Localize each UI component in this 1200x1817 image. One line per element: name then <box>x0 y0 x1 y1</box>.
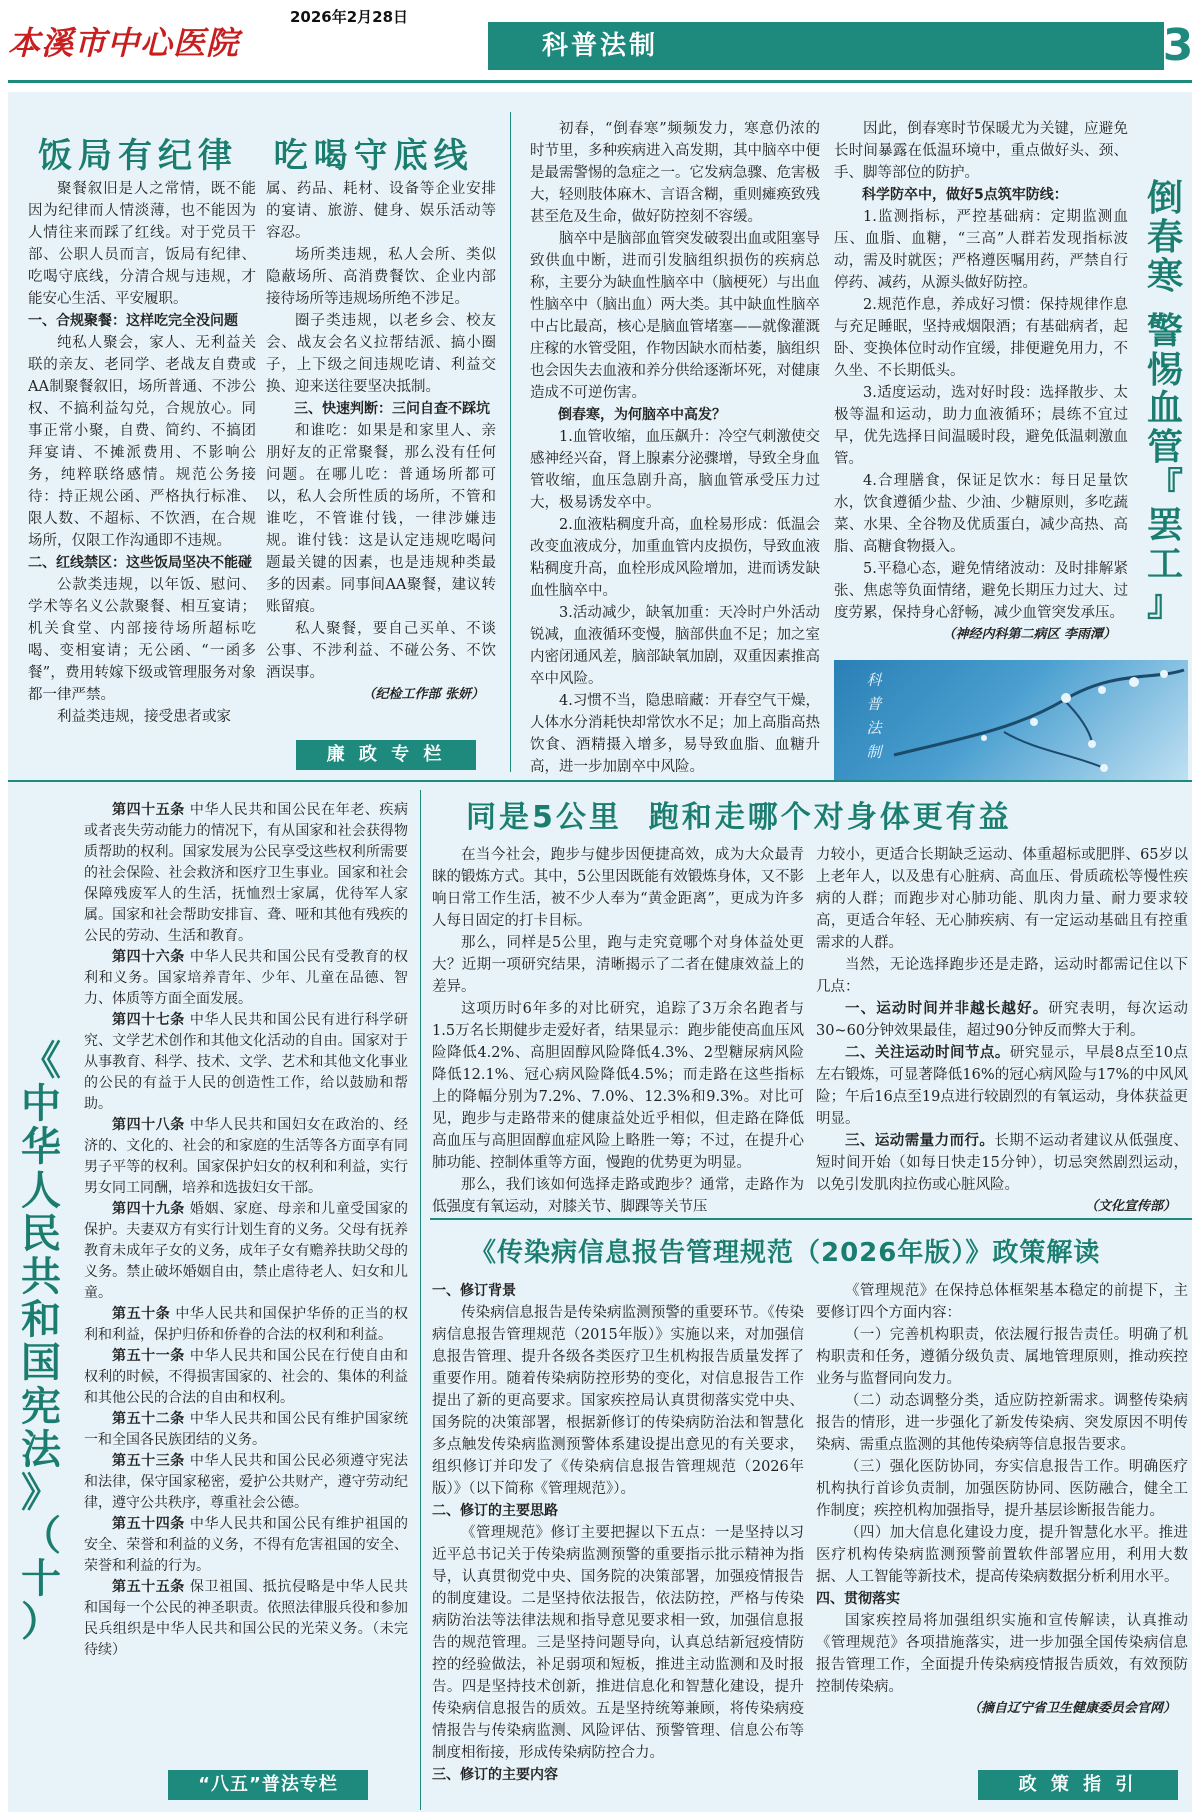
title-character: 中 <box>21 1081 61 1128</box>
article4-title: 同是5公里 跑和走哪个对身体更有益 <box>466 800 1012 835</box>
paragraph: 传染病信息报告是传染病监测预警的重要环节。《传染病信息报告管理规范（2015年版）》实施以来，对加强信息报告管理、提升各级各类医疗卫生机构报告质量发挥了重要作用。随着传染病防控形势的变化，对信息报告工作提出了新的更高要求。国家疾控局认真贯彻落实党中央、国务院的决策部署，根据新修订的传染病防治法和智慧化多点触发传染病监测预警体系建设提出意见的有关要求，组织修订并印发了《传染病信息报告管理规范（2026年版）》（以下简称《管理规范》）。 <box>432 1305 804 1497</box>
article-number: 第五十一条 <box>112 1348 185 1364</box>
article3-column <box>84 800 408 1661</box>
issue-date: 2026年2月28日 <box>290 8 409 26</box>
masthead-rule <box>8 80 1192 83</box>
paragraph: 3.适度运动，选对好时段：选择散步、太极等温和运动，助力血液循环；晨练不宜过早，优先选择日间温暖时段，避免低温刺激血管。 <box>834 385 1128 467</box>
paragraph: 脑卒中是脑部血管突发破裂出血或阻塞导致供血中断，进而引发脑组织损伤的疾病总称，主要分为缺血性脑卒中（脑梗死）与出血性脑卒中（脑出血）两大类。其中缺血性脑卒中占比最高，核心是脑血管堵塞——就像灌溉庄稼的水管受阻，作物因缺水而枯萎，脑组织也会因失去血液和养分供给逐渐坏死，对健康造成不可逆伤害。 <box>530 231 820 401</box>
section-heading: 二、修订的主要思路 <box>432 1503 558 1519</box>
article1-title: 饭局有纪律 吃喝守底线 <box>38 136 474 176</box>
article-number: 第四十八条 <box>112 1117 185 1133</box>
paragraph: 和谁吃：如果是和家里人、亲朋好友的正常聚餐，那么没有任何问题。在哪儿吃：普通场所都可以，私人会所性质的场所，不管和谁吃，不管谁付钱，一律涉嫌违规。谁付钱：这是认定违规吃喝问题最关键的因素，也是违规种类最多的因素。同事间AA聚餐，建议转账留痕。 <box>266 423 496 615</box>
divider-v1 <box>510 112 511 772</box>
divider-v2 <box>420 790 421 1810</box>
paragraph: 4.合理膳食，保证足饮水：每日足量饮水，饮食遵循少盐、少油、少糖原则，多吃蔬菜、水果、全谷物及优质蛋白，减少高热、高脂、高糖食物摄入。 <box>834 473 1128 555</box>
byline: （纪检工作部 张妍） <box>362 687 484 702</box>
paragraph: 2.规范作息，养成好习惯：保持规律作息与充足睡眠，坚持戒烟限酒；有基础病者，起卧、变换体位时动作宜缓，排便避免用力，不久坐、不长期低头。 <box>834 297 1128 379</box>
constitution-article <box>84 1304 408 1346</box>
byline: （神经内科第二病区 李雨潭） <box>942 627 1116 642</box>
divider-h2 <box>430 1218 1192 1220</box>
constitution-article <box>84 1199 408 1304</box>
title-character: 民 <box>21 1210 61 1257</box>
title-character: 罢 <box>1146 505 1183 546</box>
constitution-article <box>84 947 408 1010</box>
bold-lead: 一、运动时间并非越长越好。 <box>845 1001 1049 1017</box>
bold-lead: 三、运动需量力而行。 <box>845 1133 995 1149</box>
title-character: 和 <box>21 1297 61 1344</box>
article-text: 中华人民共和国保护华侨的正当的权利和利益，保护归侨和侨眷的合法的权利和利益。 <box>84 1306 408 1343</box>
divider-h1 <box>8 780 1192 782</box>
section-heading: 科学防卒中，做好5点筑牢防线： <box>862 187 1068 203</box>
article4-column-1 <box>432 844 804 1218</box>
caption-character: 法 <box>866 719 882 737</box>
paragraph: （一）完善机构职责，依法履行报告责任。明确了机构职责和任务，遵循分级负责、属地管理原则，推动疾控业务与监督同向发力。 <box>816 1327 1188 1387</box>
section-heading: 一、合规聚餐：这样吃完全没问题 <box>28 313 238 329</box>
paragraph: 1.监测指标，严控基础病：定期监测血压、血脂、血糖，“三高”人群若发现指标波动，需及时就医；严格遵医嘱用药，严禁自行停药、减药，从源头做好防控。 <box>834 209 1128 291</box>
byline: （文化宣传部） <box>1084 1199 1176 1214</box>
paragraph: 这项历时6年多的对比研究，追踪了3万余名跑者与1.5万名长期健步走爱好者，结果显示：跑步能使高血压风险降低4.2%、高胆固醇风险降低4.3%、2型糖尿病风险降低12.1%、冠心病风险降低4.5%；而走路在这些指标上的降幅分别为7.2%、7.0%、12.3%和9.3%。对比可见，跑步与走路带来的健康益处近乎相似，但走路在降低高血压与高胆固醇血症风险上略胜一筹；不过，在提升心肺功能、控制体重等方面，慢跑的优势更为明显。 <box>432 1001 804 1171</box>
article-text: 中华人民共和国公民有维护祖国的安全、荣誉和利益的义务，不得有危害祖国的安全、荣誉和利益的行为。 <box>84 1516 409 1574</box>
title-character: 警 <box>1146 310 1183 352</box>
lianzheng-column-tag: 廉 政 专 栏 <box>296 740 476 770</box>
article-number: 第五十三条 <box>112 1453 185 1469</box>
paragraph: 属、药品、耗材、设备等企业安排的宴请、旅游、健身、娱乐活动等容忍。 <box>266 181 496 241</box>
paragraph: 公款类违规，以年饭、慰问、学术等名义公款聚餐、相互宴请；机关食堂、内部接待场所超标吃喝、变相宴请；无公函、“一函多餐”，费用转嫁下级或管理服务对象都一律严禁。 <box>28 577 256 703</box>
page-number: 3 <box>1162 20 1194 71</box>
article4-column-2 <box>816 844 1188 1218</box>
title-character: 共 <box>21 1253 61 1300</box>
article-number: 第五十四条 <box>112 1516 185 1532</box>
caption-character: 制 <box>866 743 882 761</box>
article-number: 第四十五条 <box>112 802 185 818</box>
title-character: 法 <box>21 1426 61 1473</box>
paragraph: 圈子类违规，以老乡会、校友会、战友会名义拉帮结派、搞小圈子，上下级之间违规吃请、利益交换、迎来送往要坚决抵制。 <box>266 313 496 395</box>
paragraph: 3.活动减少，缺氧加重：天冷时户外活动锐减，血液循环变慢，脑部供血不足；加之室内密闭通风差，脑部缺氧加剧，双重因素推高卒中风险。 <box>530 605 820 687</box>
section-heading: 三、修订的主要内容 <box>432 1767 558 1783</box>
section-heading: 一、修订背景 <box>432 1283 516 1299</box>
constitution-article <box>84 800 408 947</box>
masthead <box>0 0 1200 92</box>
title-character: 寒 <box>1146 255 1183 297</box>
paragraph: 初春，“倒春寒”频频发力，寒意仍浓的时节里，多种疾病进入高发期，其中脑卒中便是最需警惕的急症之一。它发病急骤、危害极大，轻则肢体麻木、言语含糊，重则瘫痪致残甚至危及生命，做好防控刻不容缓。 <box>530 121 820 225</box>
constitution-article <box>84 1409 408 1451</box>
paragraph-body: 研究显示，早晨8点至10点左右锻炼，可显著降低16%的冠心病风险与17%的中风风险；午后16点至19点进行较剧烈的有氧运动，身体获益更明显。 <box>816 1045 1188 1127</box>
title-character: 十 <box>21 1556 61 1603</box>
byline: （摘自辽宁省卫生健康委员会官网） <box>967 1701 1176 1716</box>
article-number: 第四十七条 <box>112 1012 185 1028</box>
article3-vertical-title <box>14 1040 68 1645</box>
paragraph: 因此，倒春寒时节保暖尤为关键，应避免长时间暴露在低温环境中，重点做好头、颈、手、脚等部位的防护。 <box>834 121 1128 181</box>
caption-character: 科 <box>866 671 882 689</box>
paragraph: 1.血管收缩，血压飙升：冷空气刺激使交感神经兴奋，肾上腺素分泌骤增，导致全身血管收缩，血压急剧升高，脑血管承受压力过大，极易诱发卒中。 <box>530 429 820 511</box>
article-number: 第五十条 <box>112 1306 171 1322</box>
constitution-article <box>84 1115 408 1199</box>
title-character: 工 <box>1146 543 1183 585</box>
paragraph <box>816 1042 1188 1130</box>
paragraph: 那么，同样是5公里，跑与走究竟哪个对身体益处更大？近期一项研究结果，清晰揭示了二者在健康效益上的差异。 <box>432 935 804 995</box>
title-character: 人 <box>21 1167 61 1214</box>
article-text: 中华人民共和国公民在行使自由和权利的时候，不得损害国家的、社会的、集体的利益和其他公民的合法的自由和权利。 <box>84 1348 409 1406</box>
paragraph-body: 长期不运动者建议从低强度、短时间开始（如每日快走15分钟），切忌突然剧烈运动，以免引发肌肉拉伤或心脏风险。 <box>816 1133 1189 1193</box>
article2-vertical-title <box>1138 180 1192 624</box>
constitution-article <box>84 1451 408 1514</box>
article-number: 第五十二条 <box>112 1411 185 1427</box>
article2-column-2 <box>834 118 1128 646</box>
section-heading: 二、红线禁区：这些饭局坚决不能碰 <box>28 555 252 571</box>
article5-title: 《传染病信息报告管理规范（2026年版）》政策解读 <box>470 1238 1101 1268</box>
section-heading: 三、快速判断：三问自查不踩坑 <box>294 401 490 417</box>
paragraph: 5.平稳心态，避免情绪波动：及时排解紧张、焦虑等负面情绪，避免长期压力过大、过度劳累，保持身心舒畅，减少血管突发承压。 <box>834 561 1128 621</box>
title-character: 春 <box>1146 216 1183 258</box>
paragraph: 在当今社会，跑步与健步因便捷高效，成为大众最青睐的锻炼方式。其中，5公里因既能有效锻炼身体，又不影响日常工作生活，被不少人奉为“黄金距离”，更成为许多人每日固定的打卡目标。 <box>432 847 804 929</box>
article-number: 第四十九条 <box>112 1201 185 1217</box>
section-heading: 四、贯彻落实 <box>816 1591 900 1607</box>
paragraph: （三）强化医防协同，夯实信息报告工作。明确医疗机构执行首诊负责制，加强医防协同、医防融合，健全工作制度；疾控机构加强指导，提升基层诊断报告能力。 <box>816 1459 1188 1519</box>
paragraph <box>816 1130 1188 1196</box>
article-text: 中华人民共和国公民有受教育的权利和义务。国家培养青年、少年、儿童在品德、智力、体质等方面全面发展。 <box>84 949 409 1007</box>
title-character: 国 <box>21 1340 61 1387</box>
paragraph-body: 研究表明，每次运动30~60分钟效果最佳，超过90分钟反而弊大于利。 <box>816 1001 1189 1039</box>
article5-column-1 <box>432 1280 804 1786</box>
paragraph: 2.血液粘稠度升高，血栓易形成：低温会改变血液成分，加重血管内皮损伤，导致血液粘稠度升高，血栓形成风险增加，进而诱发缺血性脑卒中。 <box>530 517 820 599</box>
paragraph: 国家疾控局将加强组织实施和宣传解读，认真推动《管理规范》各项措施落实，进一步加强全国传染病信息报告管理工作，全面提升传染病疫情报告质效，有效预防控制传染病。 <box>816 1613 1188 1695</box>
constitution-article <box>84 1010 408 1115</box>
article-text: 中华人民共和国公民在年老、疾病或者丧失劳动能力的情况下，有从国家和社会获得物质帮助的权利。国家发展为公民享受这些权利所需要的社会保险、社会救济和医疗卫生事业。国家和社会保障残废军人的生活，抚恤烈士家属，优待军人家属。国家和社会帮助安排盲、聋、哑和其他有残疾的公民的劳动、生活和教育。 <box>84 802 409 944</box>
article2-column-1 <box>530 118 820 778</box>
title-character: 管 <box>1146 427 1183 469</box>
blue-branch-photo <box>834 660 1188 780</box>
paragraph <box>816 998 1188 1042</box>
policy-column-tag: 政 策 指 引 <box>978 1770 1178 1800</box>
paragraph: 那么，我们该如何选择走路或跑步？通常，走路作为低强度有氧运动，对膝关节、脚踝等关节压 <box>432 1177 804 1215</box>
title-character: 宪 <box>21 1383 61 1430</box>
article-text: 保卫祖国、抵抗侵略是中华人民共和国每一个公民的神圣职责。依照法律服兵役和参加民兵组织是中华人民共和国公民的光荣义务。（未完待续） <box>84 1579 409 1658</box>
constitution-article <box>84 1346 408 1409</box>
title-character: 《 <box>21 1038 61 1084</box>
paragraph: 场所类违规，私人会所、类似隐蔽场所、高消费餐饮、企业内部接待场所等违规场所绝不涉足。 <box>266 247 496 307</box>
paragraph: 《管理规范》在保持总体框架基本稳定的前提下，主要修订四个方面内容： <box>816 1283 1188 1321</box>
paragraph: 《管理规范》修订主要把握以下五点：一是坚持以习近平总书记关于传染病监测预警的重要指示批示精神为指导，认真贯彻党中央、国务院的决策部署，加强疫情报告的制度建设。二是坚持依法报告，依法防控，严格与传染病防治法等法律法规和指导意见要求相一致，加强信息报告的规范管理。三是坚持问题导向，认真总结新冠疫情防控的经验做法，补足弱项和短板，推进主动监测和及时报告。四是坚持技术创新，推进信息化和智慧化建设，提升传染病信息报告的质效。五是坚持统筹兼顾，将传染病疫情报告与传染病监测、风险评估、预警管理、信息公布等制度相衔接，形成传染病防控合力。 <box>432 1525 804 1761</box>
title-character: 血 <box>1146 388 1183 430</box>
caption-character: 普 <box>866 695 882 713</box>
bawu-column-tag: “八五”普法专栏 <box>168 1770 368 1800</box>
newspaper-logo: 本溪市中心医院 <box>8 24 240 62</box>
bold-lead: 二、关注运动时间节点。 <box>845 1045 1010 1061</box>
title-character: 华 <box>21 1124 61 1171</box>
title-character: （ <box>21 1513 61 1560</box>
constitution-article <box>84 1514 408 1577</box>
paragraph: 聚餐叙旧是人之常情，既不能因为纪律而人情淡薄，也不能因为人情往来而踩了红线。对于党员干部、公职人员而言，饭局有纪律、吃喝守底线，分清合规与违规，才能安心生活、平安履职。 <box>28 181 256 307</box>
title-character: 》 <box>21 1469 61 1516</box>
title-character: 倒 <box>1146 178 1183 219</box>
article-text: 中华人民共和国妇女在政治的、经济的、文化的、社会的和家庭的生活等各方面享有同男子平等的权利。国家保护妇女的权利和利益，实行男女同工同酬，培养和选拔妇女干部。 <box>84 1117 409 1196</box>
paragraph: （四）加大信息化建设力度，提升智慧化水平。推进医疗机构传染病监测预警前置软件部署应用，利用大数据、人工智能等新技术，提高传染病数据分析利用水平。 <box>816 1525 1188 1585</box>
paragraph: （二）动态调整分类，适应防控新需求。调整传染病报告的情形，进一步强化了新发传染病、突发原因不明传染病、需重点监测的其他传染病等信息报告要求。 <box>816 1393 1188 1453</box>
section-title: 科普法制 <box>541 31 658 61</box>
article-number: 第五十五条 <box>112 1579 185 1595</box>
paragraph: 力较小，更适合长期缺乏运动、体重超标或肥胖、65岁以上老年人，以及患有心脏病、高血压、骨质疏松等慢性疾病的人群；而跑步对心肺功能、肌肉力量、耐力要求较高，更适合年轻、无心肺疾病、有一定运动基础且有控重需求的人群。 <box>816 847 1188 951</box>
title-character: ） <box>21 1599 61 1646</box>
article-text: 中华人民共和国公民有维护国家统一和全国各民族团结的义务。 <box>84 1411 409 1448</box>
article-text: 中华人民共和国公民必须遵守宪法和法律，保守国家秘密，爱护公共财产，遵守劳动纪律，遵守公共秩序，尊重社会公德。 <box>84 1453 409 1511</box>
title-character: 惕 <box>1146 349 1183 391</box>
article-text: 中华人民共和国公民有进行科学研究、文学艺术创作和其他文化活动的自由。国家对于从事教育、科学、技术、文学、艺术和其他文化事业的公民的有益于人民的创造性工作，给以鼓励和帮助。 <box>84 1012 409 1112</box>
paragraph: 4.习惯不当，隐患暗藏：开春空气干燥，人体水分消耗快却常饮水不足；加上高脂高热饮食、酒精摄入增多，易导致血脂、血糖升高，进一步加剧卒中风险。 <box>530 693 820 775</box>
title-character: 『 <box>1146 466 1183 508</box>
paragraph: 私人聚餐，要自己买单、不谈公事、不涉利益、不碰公务、不饮酒误事。 <box>266 621 496 681</box>
paragraph: 纯私人聚会，家人、无利益关联的亲友、老同学、老战友自费或AA制聚餐叙旧，场所普通、不涉公权、不搞利益勾兑，合规放心。同事正常小聚，自费、简约、不搞团拜宴请、不摊派费用、不影响公务，纯粹联络感情。规范公务接待：持正规公函、严格执行标准、限人数、不超标、不饮酒，在合规场所，仅限工作沟通即不违规。 <box>28 335 256 549</box>
title-character: 』 <box>1146 582 1183 624</box>
article1-column-1 <box>28 178 256 728</box>
section-heading: 倒春寒，为何脑卒中高发？ <box>558 407 726 423</box>
article-text: 婚姻、家庭、母亲和儿童受国家的保护。夫妻双方有实行计划生育的义务。父母有抚养教育未成年子女的义务，成年子女有赡养扶助父母的义务。禁止破坏婚姻自由，禁止虐待老人、妇女和儿童。 <box>84 1201 409 1301</box>
article5-column-2 <box>816 1280 1188 1720</box>
article1-column-2 <box>266 178 496 706</box>
paragraph: 利益类违规，接受患者或家 <box>57 709 231 725</box>
photo-caption <box>854 668 894 764</box>
article-number: 第四十六条 <box>112 949 185 965</box>
constitution-article <box>84 1577 408 1661</box>
paragraph: 当然，无论选择跑步还是走路，运动时都需记住以下几点： <box>816 957 1188 995</box>
